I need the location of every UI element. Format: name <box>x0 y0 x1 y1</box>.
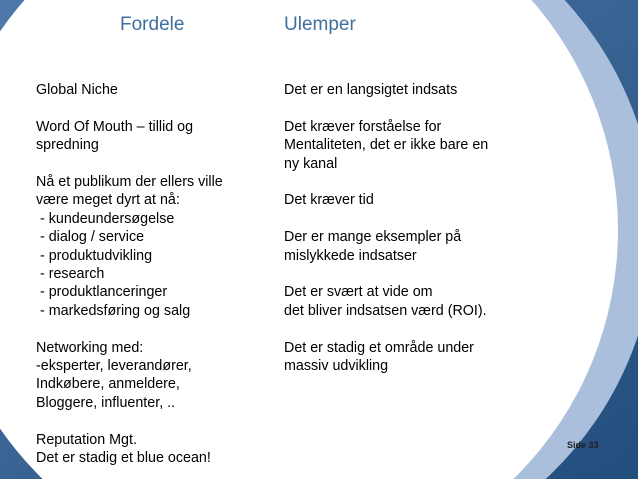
advantages-line: være meget dyrt at nå: <box>36 192 180 209</box>
heading-disadvantages: Ulemper <box>284 14 356 35</box>
disadvantages-line: ny kanal <box>284 155 338 172</box>
disadvantages-line: Det kræver tid <box>284 192 374 209</box>
disadvantages-line: Mentaliteten, det er ikke bare en <box>284 137 489 154</box>
advantages-line: Networking med: <box>36 339 144 356</box>
advantages-line: Bloggere, influenter, .. <box>36 394 176 411</box>
slide-number: Side 33 <box>567 440 599 450</box>
advantages-line: spredning <box>36 137 99 154</box>
advantages-line: - produktlanceringer <box>36 284 168 301</box>
disadvantages-line: Det er stadig et område under <box>284 339 474 356</box>
disadvantages-line: Der er mange eksempler på <box>284 229 462 246</box>
advantages-line: - markedsføring og salg <box>36 302 191 319</box>
advantages-line <box>36 412 223 430</box>
advantages-line <box>36 99 223 117</box>
disadvantages-line: massiv udvikling <box>284 358 389 375</box>
disadvantages-line <box>284 320 488 338</box>
disadvantages-line: det bliver indsatsen værd (ROI). <box>284 302 487 319</box>
disadvantages-line: Det er en langsigtet indsats <box>284 82 458 98</box>
heading-advantages: Fordele <box>120 14 185 35</box>
advantages-line <box>36 155 223 173</box>
disadvantages-list <box>284 81 488 375</box>
advantages-line: Reputation Mgt. <box>36 431 137 448</box>
disadvantages-line: Det kræver forståelse for <box>284 118 442 135</box>
advantages-list <box>36 81 223 467</box>
advantages-line: - produktudvikling <box>36 247 153 264</box>
disadvantages-line <box>284 265 488 283</box>
advantages-line: Nå et publikum der ellers ville <box>36 174 223 190</box>
advantages-line <box>36 320 223 338</box>
advantages-line: - research <box>36 266 105 283</box>
advantages-line: Indkøbere, anmeldere, <box>36 376 180 393</box>
advantages-line: Det er stadig et blue ocean! <box>36 450 211 467</box>
disadvantages-line: Det er svært at vide om <box>284 284 433 301</box>
advantages-line: -eksperter, leverandører, <box>36 358 192 375</box>
advantages-line: Global Niche <box>36 82 118 98</box>
advantages-line: - dialog / service <box>36 229 145 246</box>
advantages-line: Word Of Mouth – tillid og <box>36 118 194 135</box>
disadvantages-line <box>284 210 488 228</box>
disadvantages-line <box>284 173 488 191</box>
disadvantages-line <box>284 99 488 117</box>
advantages-line: - kundeundersøgelse <box>36 210 175 227</box>
disadvantages-line: mislykkede indsatser <box>284 247 417 264</box>
